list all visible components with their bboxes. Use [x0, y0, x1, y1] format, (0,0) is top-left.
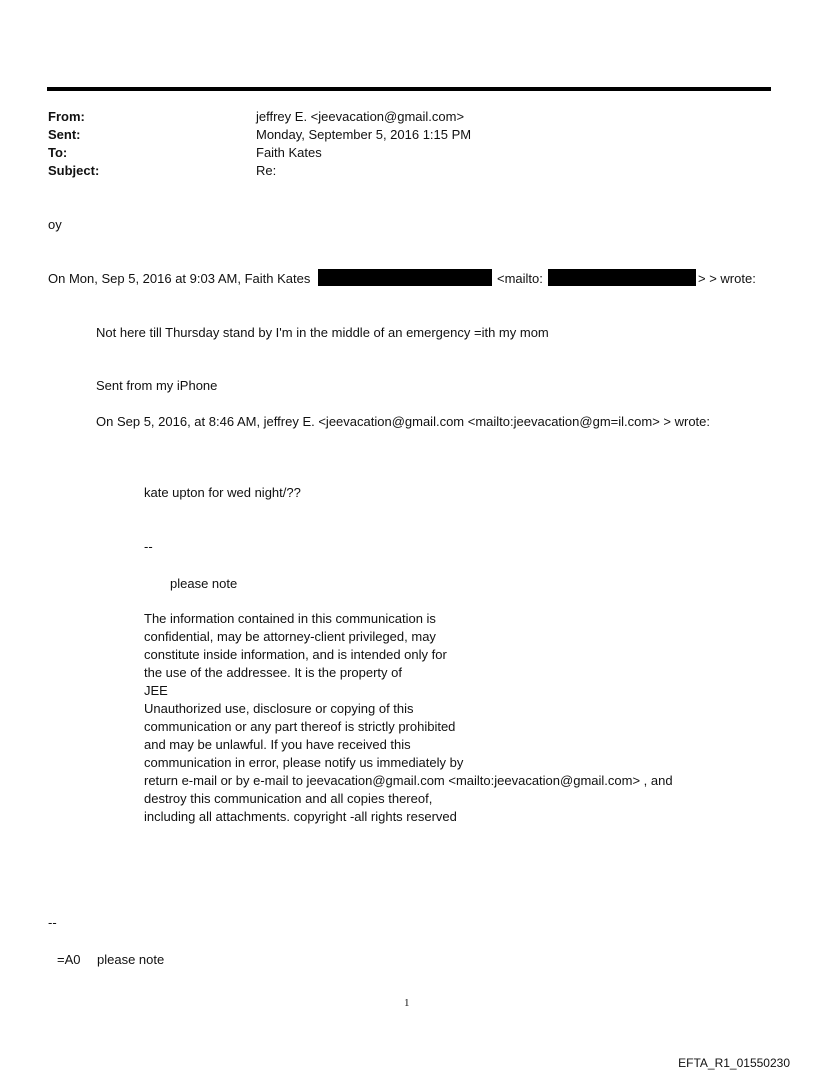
- subject-value: Re:: [256, 163, 277, 178]
- to-value: Faith Kates: [256, 145, 322, 160]
- quoted-message-1: Not here till Thursday stand by I'm in the middle of an emergency =ith my mom: [96, 325, 549, 340]
- quote-header-2: On Sep 5, 2016, at 8:46 AM, jeffrey E. <jeevacation@gmail.com <mailto:jeevacation@gm=il.com> > wrote:: [96, 414, 710, 429]
- sent-from-line: Sent from my iPhone: [96, 378, 218, 393]
- to-label: To:: [48, 145, 68, 160]
- disclaimer-line: JEE: [144, 683, 168, 698]
- signature-please-note: please note: [170, 576, 238, 591]
- redaction-box: [318, 269, 492, 286]
- quote-header-1: On Mon, Sep 5, 2016 at 9:03 AM, Faith Kates: [48, 271, 311, 286]
- bates-number: EFTA_R1_01550230: [678, 1056, 790, 1070]
- disclaimer-line: destroy this communication and all copies thereof,: [144, 791, 433, 806]
- disclaimer-line: and may be unlawful. If you have received this: [144, 737, 411, 752]
- page-number: 1: [404, 997, 410, 1009]
- redaction-box: [548, 269, 696, 286]
- signature-separator: --: [144, 539, 153, 554]
- header-divider: [47, 87, 771, 91]
- footer-separator: --: [48, 915, 57, 930]
- sent-value: Monday, September 5, 2016 1:15 PM: [256, 127, 472, 142]
- disclaimer-line: including all attachments. copyright -all rights reserved: [144, 809, 457, 824]
- subject-label: Subject:: [48, 163, 100, 178]
- footer-a0: =A0: [57, 952, 81, 967]
- quote-header-1-mailto: <mailto:: [497, 271, 543, 286]
- disclaimer-line: the use of the addressee. It is the property of: [144, 665, 402, 680]
- footer-please-note: please note: [97, 952, 165, 967]
- sent-label: Sent:: [48, 127, 81, 142]
- reply-text: oy: [48, 217, 62, 232]
- from-value: jeffrey E. <jeevacation@gmail.com>: [256, 109, 465, 124]
- disclaimer-line: communication in error, please notify us immediately by: [144, 755, 464, 770]
- disclaimer-line: communication or any part thereof is strictly prohibited: [144, 719, 456, 734]
- disclaimer-line: The information contained in this communication is: [144, 611, 436, 626]
- disclaimer-line: constitute inside information, and is intended only for: [144, 647, 447, 662]
- from-label: From:: [48, 109, 85, 124]
- disclaimer-line: confidential, may be attorney-client privileged, may: [144, 629, 436, 644]
- disclaimer: [144, 610, 673, 826]
- disclaimer-line: return e-mail or by e-mail to jeevacation@gmail.com <mailto:jeevacation@gmail.com> , and: [144, 773, 673, 788]
- quoted-message-2: kate upton for wed night/??: [144, 485, 301, 500]
- disclaimer-line: Unauthorized use, disclosure or copying of this: [144, 701, 414, 716]
- quote-header-1-suffix: > > wrote:: [698, 271, 756, 286]
